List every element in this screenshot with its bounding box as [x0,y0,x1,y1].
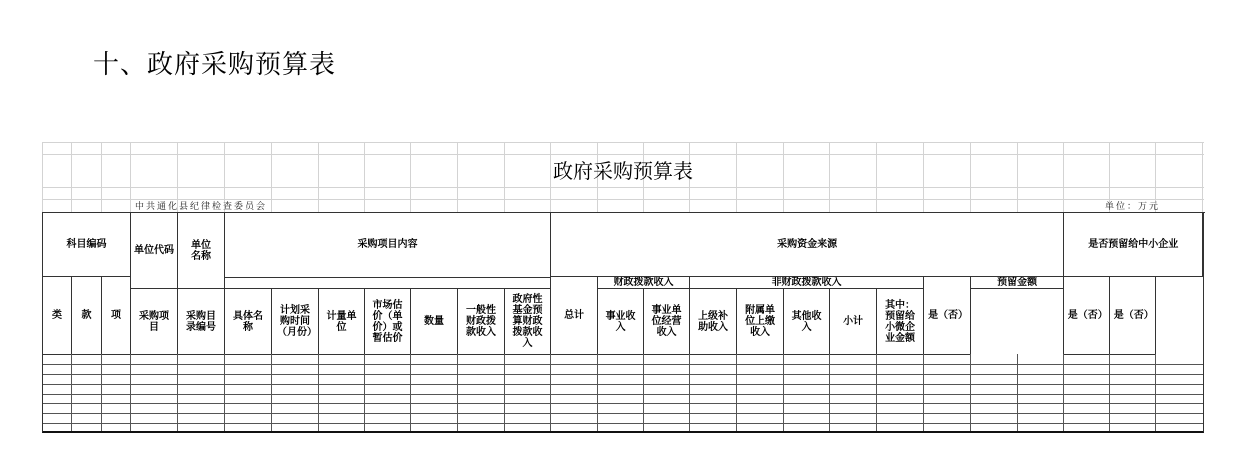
table-row-line [43,403,1203,404]
table-column-line [923,354,924,431]
table-column-line [1155,354,1156,431]
header-market-price: 市场估价（单价）或暂估价 [365,289,411,355]
gridline-horizontal [42,187,1204,188]
sheet-title: 政府采购预算表 [553,159,693,183]
header-yes-no-1: 是（否） [924,277,971,355]
header-quantity: 数量 [411,289,458,355]
header-measure-unit: 计量单位 [319,289,365,355]
header-reserve-sme: 是否预留给中小企业 [1064,213,1203,277]
table-row-line [43,423,1203,424]
header-subtotal: 小计 [830,289,877,355]
table-row-line [43,364,1203,365]
header-fiscal-income: 财政拨款收入 [598,277,690,289]
table-column-line [130,354,131,431]
table-column-line [177,354,178,431]
table-column-line [829,354,830,431]
table-column-line [783,354,784,431]
header-total: 总计 [551,277,598,355]
table-column-line [410,354,411,431]
table-column-line [597,354,598,431]
header-specific-name: 具体名称 [225,289,272,355]
header-funding-source: 采购资金来源 [551,213,1064,277]
table-column-line [71,354,72,431]
header-superior-subsidy: 上级补助收入 [690,289,737,355]
table-column-line [1109,354,1110,431]
header-other-income: 其他收入 [784,289,830,355]
unit-label: 单位：万元 [1105,202,1161,212]
header-procurement-content: 采购项目内容 [225,213,550,277]
table-row-line [43,384,1203,385]
table-column-line [643,354,644,431]
header-yes-no-2: 是（否） [1064,277,1110,355]
gridline-horizontal [42,142,1204,143]
header-table [42,212,1204,355]
table-column-line [504,354,505,431]
header-subject-code: 科目编码 [43,213,131,277]
header-general-fiscal: 一般性财政拨款收入 [458,289,505,355]
table-row-line [43,413,1203,414]
table-column-line [970,354,971,431]
header-planned-time: 计划采购时间（月份） [272,289,319,355]
header-micro-amount: 其中：预留给小微企业金额 [877,289,924,355]
table-column-line [457,354,458,431]
header-unit-name: 单位名称 [178,213,225,289]
table-column-line [364,354,365,431]
data-rows-area [42,354,1204,433]
header-reserve-amount: 预留金额 [971,277,1064,289]
spreadsheet [42,142,1204,433]
header-yes-no-3: 是（否） [1110,277,1156,355]
table-column-line [1017,354,1018,431]
page-title: 十、政府采购预算表 [93,50,337,80]
table-column-line [736,354,737,431]
header-lei: 类 [43,277,72,355]
table-column-line [550,354,551,431]
header-business-income: 事业收入 [598,289,644,355]
table-column-line [318,354,319,431]
header-catalog-number: 采购目录编号 [178,289,225,355]
header-non-fiscal-income: 非财政拨款收入 [690,277,924,289]
organization-name: 中共通化县纪律检查委员会 [135,202,268,212]
header-affiliate-income: 附属单位上缴收入 [737,289,784,355]
table-column-line [876,354,877,431]
header-xiang: 项 [102,277,131,355]
table-row-line [43,374,1203,375]
table-column-line [689,354,690,431]
table-row-line [43,394,1203,395]
table-column-line [101,354,102,431]
header-kuan: 款 [72,277,102,355]
table-column-line [1063,354,1064,431]
header-procurement-content-group [225,213,551,289]
table-column-line [224,354,225,431]
table-column-line [271,354,272,431]
header-procurement-item: 采购项目 [131,289,178,355]
header-unit-code: 单位代码 [131,213,178,289]
header-gov-fund: 政府性基金预算财政拨款收入 [505,289,551,355]
header-operating-income: 事业单位经营收入 [644,289,690,355]
